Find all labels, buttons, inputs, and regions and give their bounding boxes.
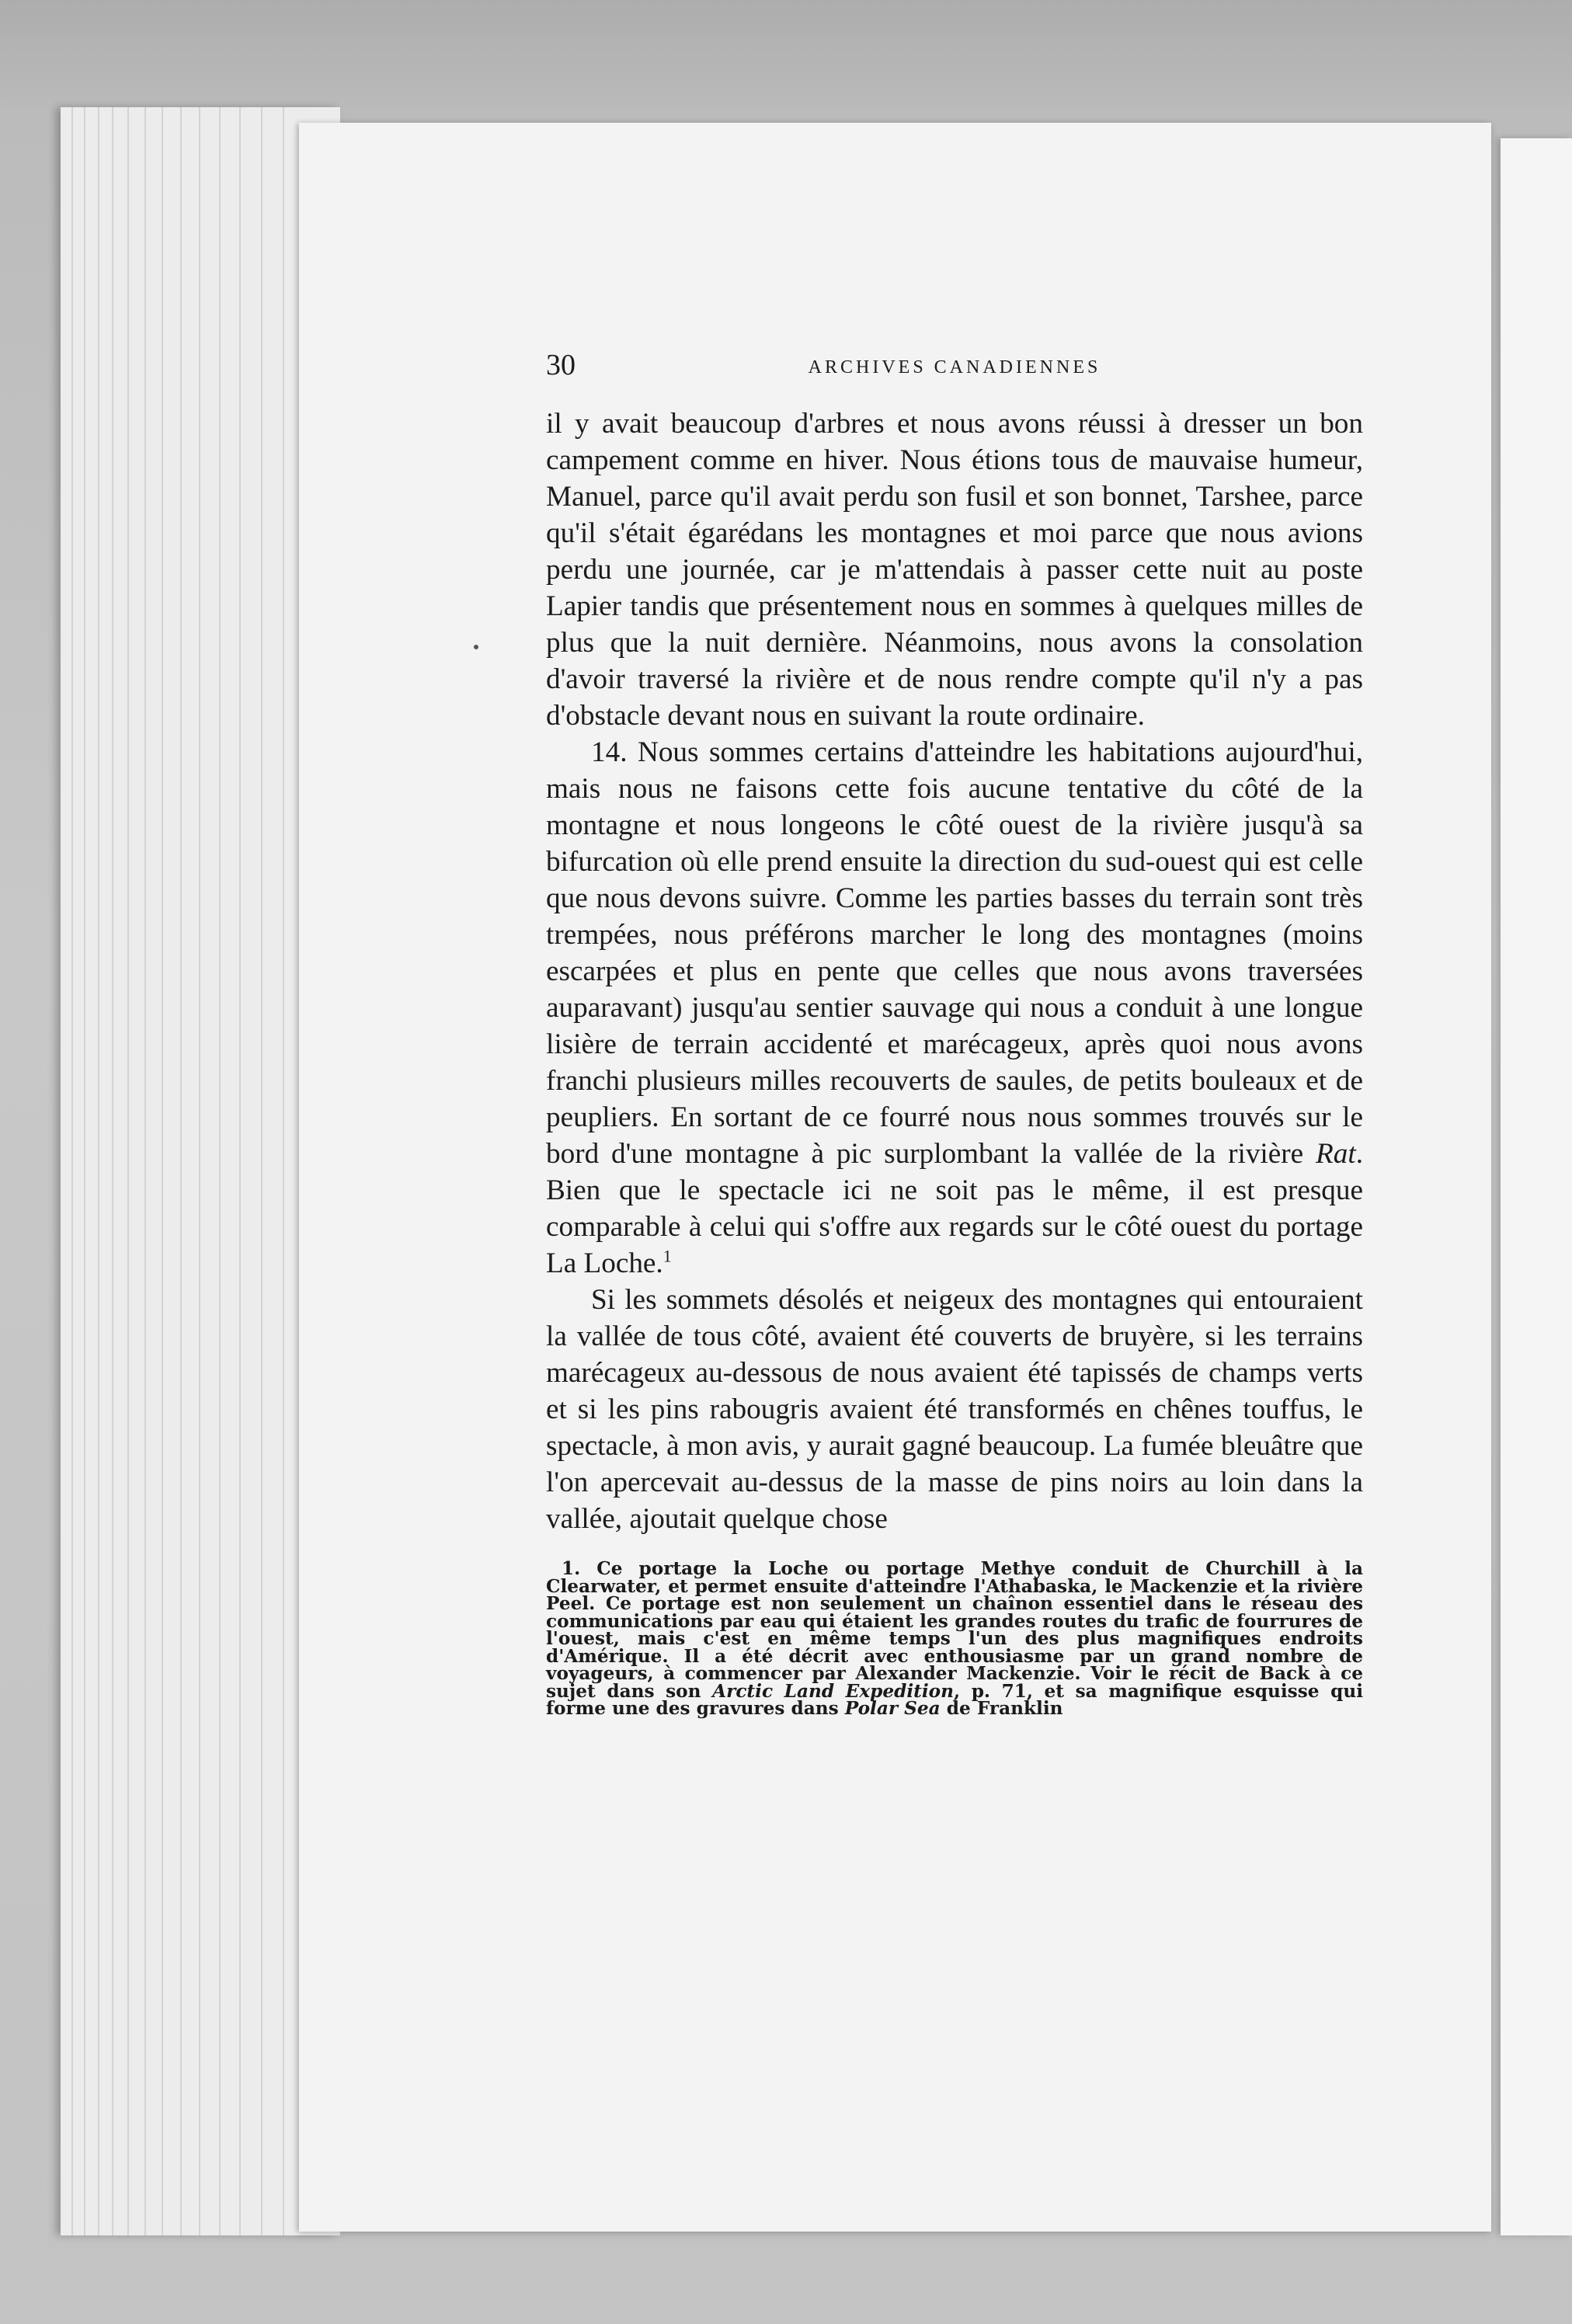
paragraph-text: 14. Nous sommes certains d'atteindre les habitations aujourd'hui, mais nous ne faisons cette fois aucune tentative du côté de la montagne et nous longeons le côté ouest de la rivière jusqu'à sa bifurcation où elle prend ensuite la direction du sud-ouest qui est celle que nous devons suivre. Comme les parties basses du terrain sont très trempées, nous préférons marcher le long des montagnes (moins escarpées et plus en pente que celles que nous avons traversées auparavant) jusqu'au sentier sauvage qui nous a conduit à une longue lisière de terrain accidenté et marécageux, après quoi nous avons franchi plusieurs milles recouverts de saules, de petits bouleaux et de peupliers. En sortant de ce fourré nous nous sommes trouvés sur le bord d'une montagne à pic surplombant la vallée de la rivière xyxy=(546,736,1363,1170)
scan-shadow xyxy=(0,0,1572,109)
page-edge xyxy=(144,107,146,2235)
page-edge xyxy=(180,107,182,2235)
body-text xyxy=(546,405,1363,1537)
page-edge xyxy=(162,107,163,2235)
page-edge xyxy=(112,107,113,2235)
running-title: ARCHIVES CANADIENNES xyxy=(808,357,1101,377)
running-head xyxy=(546,348,1363,391)
paragraph-continued xyxy=(546,405,1363,734)
book-page xyxy=(299,123,1491,2232)
paragraph-text: . Bien que le spectacle ici ne soit pas le même, il est presque comparable à celui qui s'offre aux regards sur le côté ouest du portage La Loche. xyxy=(546,1138,1363,1279)
margin-speck xyxy=(474,645,478,649)
next-page-edge xyxy=(1501,138,1572,2235)
footnote-text: de Franklin xyxy=(940,1698,1063,1719)
footnote xyxy=(546,1560,1363,1718)
page-text-block xyxy=(546,348,1363,1718)
page-edge xyxy=(239,107,241,2235)
page-edge xyxy=(127,107,129,2235)
footnote-text: , p. 71, et sa magnifique esquisse qui forme une des gravures dans xyxy=(546,1680,1364,1719)
page-number: 30 xyxy=(546,349,576,381)
page-edge xyxy=(199,107,200,2235)
paragraph-landscape xyxy=(546,1282,1363,1537)
page-edge xyxy=(261,107,263,2235)
page-edge xyxy=(71,107,73,2235)
page-edges-stack xyxy=(61,107,340,2235)
page-edge xyxy=(219,107,221,2235)
footnote-book-title: Polar Sea xyxy=(844,1698,941,1719)
footnote-text: 1. Ce portage la Loche ou portage Methye conduit de Churchill à la Clearwater, et permet ensuite d'atteindre l'Athabaska, le Mackenzie et la rivière Peel. Ce portage est non seulement un chaînon essentiel dans le réseau des communications par eau qui étaient les grandes routes du trafic de fourrures de l'ouest, mais c'est en même temps l'un des plus magnifiques endroits d'Amérique. Il a été décrit avec enthousiasme par un grand nombre de voyageurs, à commencer par Alexander Mackenzie. Voir le récit de Back à ce sujet dans son xyxy=(546,1558,1363,1702)
footnote-reference[interactable]: 1 xyxy=(663,1246,672,1266)
page-edge xyxy=(84,107,85,2235)
page-edge xyxy=(283,107,284,2235)
paragraph-text: il y avait beaucoup d'arbres et nous avons réussi à dresser un bon campement comme en hiver. Nous étions tous de mauvaise humeur, Manuel, parce qu'il avait perdu son fusil et son bonnet, Tarshee, parce qu'il s'était égarédans les montagnes et moi parce que nous avions perdu une journée, car je m'attendais à passer cette nuit au poste Lapier tandis que présentement nous en sommes à quelques milles de plus que la nuit dernière. Néanmoins, nous avons la consolation d'avoir traversé la rivière et de nous rendre compte qu'il n'y a pas d'obstacle devant nous en suivant la route ordinaire. xyxy=(546,408,1363,732)
paragraph-day-14 xyxy=(546,734,1363,1282)
paragraph-text: Si les sommets désolés et neigeux des montagnes qui entouraient la vallée de tous côté, avaient été couverts de bruyère, si les terrains marécageux au-dessous de nous avaient été tapissés de champs verts et si les pins rabougris avaient été transformés en chênes touffus, le spectacle, à mon avis, y aurait gagné beaucoup. La fumée bleuâtre que l'on apercevait au-dessus de la masse de pins noirs au loin dans la vallée, ajoutait quelque chose xyxy=(546,1284,1363,1535)
italic-river-name: Rat xyxy=(1316,1138,1356,1170)
footnote-book-title: Arctic Land Expedition xyxy=(712,1680,955,1702)
page-edge xyxy=(98,107,99,2235)
